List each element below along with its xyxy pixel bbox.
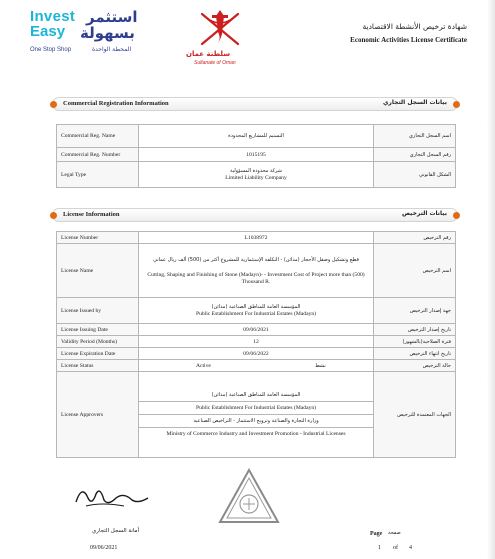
table-row	[57, 298, 456, 324]
issue-date-label: License Issuing Date	[57, 324, 139, 336]
bullet-icon	[453, 101, 460, 108]
status-value-ar: نشط	[268, 360, 374, 372]
license-name-value-ar: قطع وتشكيل وصقل الأحجار (مدائن) - التكلفة الإستثمارية للمشروع أكثر من (500) ألف ريال عماني	[153, 256, 359, 263]
signature-date: 09/06/2021	[90, 545, 118, 551]
logo-en-line1: Invest	[30, 8, 76, 25]
approvers-label-ar: الجهات المعتمدة للترخيص	[374, 372, 456, 458]
legal-type-label-ar: الشكل القانوني	[374, 162, 456, 188]
status-label-ar: حالة الترخيص	[374, 360, 456, 372]
table-row	[57, 360, 456, 372]
table-row	[57, 162, 456, 188]
certificate-title-en: Economic Activities License Certificate	[350, 36, 467, 44]
table-row	[57, 148, 456, 162]
issued-by-value	[139, 298, 374, 324]
approver-2-en: Ministry of Commerce Industry and Investment Promotion - Industrial Licenses	[166, 431, 346, 437]
cr-name-label-ar: اسم السجل التجاري	[374, 125, 456, 148]
table-row	[57, 348, 456, 360]
status-value-en: Active	[139, 360, 268, 372]
cr-number-value: 1015195	[139, 148, 374, 162]
license-name-label: License Name	[57, 244, 139, 298]
license-title-en: License Information	[63, 211, 120, 218]
page-total: 4	[409, 545, 412, 551]
expiry-label: License Expiration Date	[57, 348, 139, 360]
signature-icon	[72, 480, 152, 512]
page-edge	[487, 0, 495, 559]
logo-tag-ar: المحطة الواحدة	[92, 46, 132, 53]
page-label-en: Page	[370, 531, 383, 537]
commercial-title-ar: بيانات السجل التجاري	[382, 99, 447, 106]
cr-name-label: Commercial Reg. Name	[57, 125, 139, 148]
license-name-value	[139, 244, 374, 298]
signature-label-ar: أمانة السجل التجاري	[92, 528, 140, 534]
license-name-value-en: Cutting, Shaping and Finishing of Stone (Madayn)- - Investment Cost of Project more than (500) Thousand R.	[147, 271, 365, 285]
approvers-label: License Approvers	[57, 372, 139, 458]
cr-number-label-ar: رقم السجل التجاري	[374, 148, 456, 162]
issued-by-value-ar: المؤسسة العامة للمناطق الصناعية (مدائن)	[211, 304, 301, 310]
validity-label-ar: فترة الصلاحية(بالشهور)	[374, 336, 456, 348]
bullet-icon	[453, 212, 460, 219]
page-of: of	[393, 545, 398, 551]
page-current: 1	[378, 545, 381, 551]
license-number-label-ar: رقم الترخيص	[374, 232, 456, 244]
emblem-ar-text: سلطنة عمان	[186, 50, 231, 58]
status-label: License Status	[57, 360, 139, 372]
approver-1-ar: المؤسسة العامة للمناطق الصناعية (مدائن)	[139, 389, 373, 402]
license-number-value: L1038972	[139, 232, 374, 244]
expiry-label-ar: تاريخ انتهاء الترخيص	[374, 348, 456, 360]
table-row	[57, 324, 456, 336]
approver-2-ar: وزارة التجارة والصناعة وترويج الاستثمار - التراخيص الصناعية	[139, 415, 373, 428]
table-row	[57, 125, 456, 148]
issued-by-label-ar: جهة إصدار الترخيص	[374, 298, 456, 324]
license-section-header	[52, 208, 458, 222]
issue-date-label-ar: تاريخ إصدار الترخيص	[374, 324, 456, 336]
emblem-en-text: Sultanate of Oman	[194, 60, 236, 66]
legal-type-value-en: Limited Liability Company	[225, 175, 287, 181]
license-name-label-ar: اسم الترخيص	[374, 244, 456, 298]
table-row	[57, 232, 456, 244]
commercial-section-header	[52, 97, 458, 111]
page-label-ar: صفحة	[388, 530, 401, 536]
table-row	[57, 336, 456, 348]
license-table	[56, 231, 456, 458]
logo-tag-en: One Stop Shop	[30, 47, 72, 53]
logo-ar-line1: استثمر	[86, 8, 138, 26]
certificate-title-ar: شهادة ترخيص الأنشطة الاقتصادية	[362, 22, 467, 31]
license-title-ar: بيانات الترخيص	[401, 210, 447, 217]
issued-by-value-en: Public Establishment For Industrial Estates (Madayn)	[195, 311, 317, 317]
approvers-value	[139, 372, 374, 458]
legal-type-value-ar: شركة محدودة المسؤولية	[230, 168, 282, 174]
bullet-icon	[50, 101, 57, 108]
seal-stamp-icon	[218, 468, 280, 526]
commercial-title-en: Commercial Registration Information	[63, 100, 169, 107]
cr-number-label: Commercial Reg. Number	[57, 148, 139, 162]
license-number-label: License Number	[57, 232, 139, 244]
issued-by-label: License Issued by	[57, 298, 139, 324]
logo-en-line2: Easy	[30, 23, 66, 40]
invest-easy-logo	[30, 8, 140, 58]
expiry-value: 09/06/2022	[139, 348, 374, 360]
legal-type-label: Legal Type	[57, 162, 139, 188]
validity-value: 12	[139, 336, 374, 348]
table-row	[57, 244, 456, 298]
issue-date-value: 09/06/2021	[139, 324, 374, 336]
oman-emblem	[180, 4, 260, 66]
logo-ar-line2: بسهولة	[80, 24, 135, 42]
bullet-icon	[50, 212, 57, 219]
approver-1-en: Public Establishment For Industrial Estates (Madayn)	[139, 402, 373, 415]
khanjar-emblem-icon	[180, 4, 260, 50]
validity-label: Validity Period (Months)	[57, 336, 139, 348]
commercial-table	[56, 124, 456, 188]
table-row	[57, 372, 456, 458]
legal-type-value	[139, 162, 374, 188]
cr-name-value: التسنيم للمشاريع المحدودة	[139, 125, 374, 148]
